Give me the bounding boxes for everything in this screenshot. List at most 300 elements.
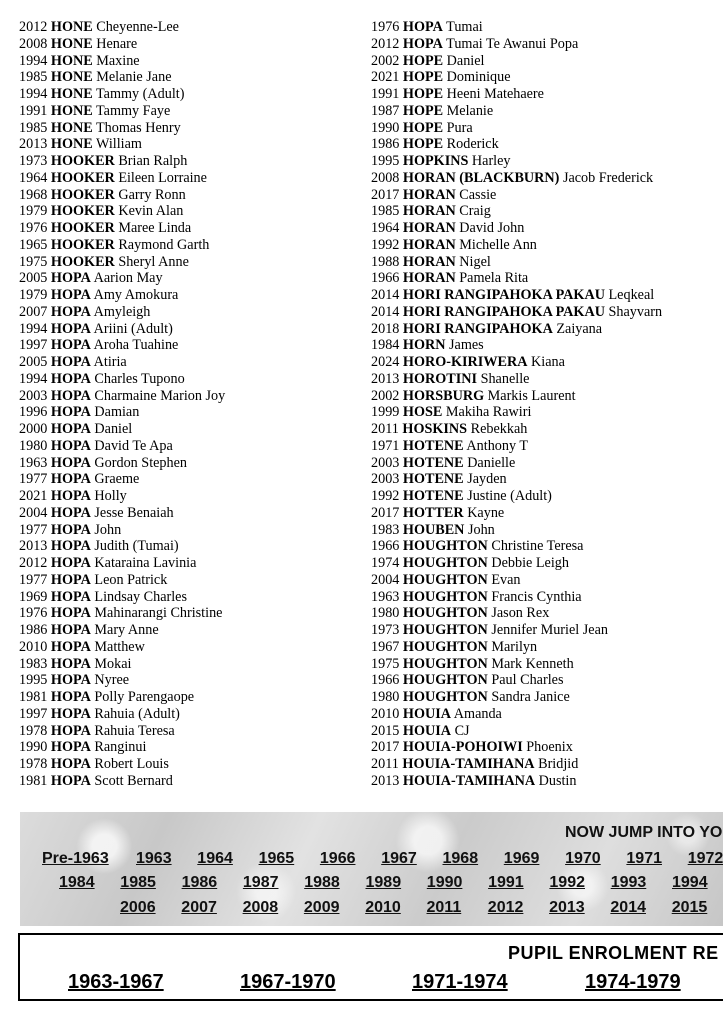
entry-year: 1974 — [371, 555, 400, 571]
entry-given-names: Garry Ronn — [118, 186, 186, 203]
entry-year: 1965 — [19, 236, 48, 253]
entry-year: 2004 — [19, 504, 48, 521]
entry-year: 1966 — [371, 270, 400, 287]
entry-given-names: Makiha Rawiri — [445, 404, 532, 421]
entry-given-names: Mokai — [94, 655, 132, 672]
entry-surname: HOPA — [50, 756, 91, 772]
name-entry — [19, 120, 359, 137]
entry-surname: HONE — [50, 119, 93, 136]
name-entry — [371, 739, 723, 756]
entry-surname: HOROTINI — [402, 370, 478, 387]
name-entry — [371, 404, 723, 421]
entry-year: 2017 — [371, 739, 400, 756]
entry-given-names: Paul Charles — [491, 672, 564, 689]
year-link[interactable]: 2012 — [487, 899, 524, 916]
entry-year: 2005 — [19, 270, 48, 287]
entry-year: 1985 — [19, 69, 48, 86]
name-entry — [19, 672, 359, 689]
entry-year: 2002 — [371, 52, 400, 69]
entry-year: 1969 — [19, 588, 48, 605]
entry-surname: HOPA — [50, 303, 91, 320]
entry-year: 1987 — [371, 102, 400, 119]
year-link[interactable]: 2010 — [365, 899, 401, 916]
entry-year: 2007 — [19, 303, 48, 320]
entry-surname: HOPKINS — [402, 153, 469, 169]
entry-surname: HOPA — [50, 571, 91, 588]
entry-given-names: Dustin — [538, 772, 577, 789]
entry-year: 2021 — [19, 488, 48, 504]
entry-surname: HOPA — [50, 337, 91, 354]
entry-surname: HONE — [50, 86, 93, 102]
name-entry — [371, 723, 723, 740]
name-entry — [19, 455, 359, 472]
entry-given-names: Roderick — [446, 136, 499, 153]
name-entry — [19, 354, 359, 371]
entry-year: 2000 — [19, 421, 48, 437]
name-entry — [19, 689, 359, 706]
entry-year: 1976 — [19, 605, 48, 622]
name-entry — [371, 438, 723, 455]
entry-year: 1963 — [19, 454, 48, 471]
name-entry — [19, 53, 359, 70]
entry-surname: HOPA — [50, 739, 91, 756]
entry-year: 2013 — [371, 772, 400, 789]
year-link[interactable]: 2015 — [671, 899, 708, 916]
entry-given-names: Scott Bernard — [94, 772, 173, 789]
entry-surname: HOPA — [50, 404, 91, 421]
name-entry — [19, 438, 359, 455]
name-entry — [19, 69, 359, 86]
name-entry — [19, 773, 359, 790]
entry-given-names: Ariini (Adult) — [93, 320, 173, 337]
entry-given-names: Sandra Janice — [491, 689, 570, 705]
name-entry — [19, 739, 359, 756]
entry-surname: HOPA — [50, 555, 91, 571]
entry-surname: HOPA — [50, 488, 91, 504]
name-entry — [371, 237, 723, 254]
year-link[interactable]: 2007 — [181, 899, 217, 916]
name-entry — [371, 488, 723, 505]
name-entry — [19, 371, 359, 388]
entry-given-names: Leqkeal — [608, 287, 655, 303]
entry-year: 1992 — [371, 488, 400, 504]
entry-surname: HONE — [50, 102, 93, 119]
entry-year: 2017 — [371, 504, 400, 521]
entry-year: 2010 — [19, 638, 48, 655]
entry-surname: HOPA — [50, 672, 91, 689]
enrolment-period-link[interactable]: 1967-1970 — [240, 971, 336, 993]
entry-year: 2018 — [371, 320, 400, 337]
entry-year: 1963 — [371, 588, 400, 605]
year-link[interactable]: 1984 — [59, 874, 95, 891]
entry-surname: HOPA — [50, 320, 91, 337]
entry-given-names: Amy Amokura — [93, 287, 179, 303]
name-entry — [19, 19, 359, 36]
entry-given-names: Aarion May — [93, 270, 163, 287]
entry-given-names: Tumai Te Awanui Popa — [446, 35, 579, 52]
entry-surname: HOOKER — [50, 236, 115, 253]
entry-given-names: Nigel — [459, 253, 491, 270]
name-entry — [19, 321, 359, 338]
entry-year: 1966 — [371, 672, 400, 689]
entry-given-names: William — [96, 136, 142, 153]
entry-surname: HOPA — [50, 772, 91, 789]
name-entry — [19, 572, 359, 589]
name-entry — [371, 421, 723, 438]
entry-surname: HOPA — [50, 454, 91, 471]
entry-year: 1976 — [371, 19, 400, 35]
entry-year: 1992 — [371, 236, 400, 253]
entry-year: 1975 — [19, 253, 48, 270]
name-entry — [371, 656, 723, 673]
name-entry — [19, 471, 359, 488]
year-link[interactable]: 2006 — [120, 899, 156, 916]
entry-given-names: Holly — [94, 488, 127, 504]
entry-given-names: Francis Cynthia — [491, 588, 582, 605]
name-entry — [371, 572, 723, 589]
entry-year: 1996 — [19, 404, 48, 421]
entry-given-names: Maxine — [96, 52, 140, 69]
enrolment-period-link[interactable]: 1963-1967 — [68, 971, 164, 993]
entry-year: 1980 — [19, 437, 48, 454]
entry-surname: HOOKER — [50, 220, 115, 236]
name-entry — [371, 304, 723, 321]
entry-given-names: Matthew — [94, 638, 145, 655]
entry-surname: HORAN — [402, 253, 456, 270]
name-entry — [19, 639, 359, 656]
entry-surname: HOOKER — [50, 169, 115, 186]
name-entry — [371, 103, 723, 120]
year-link[interactable]: 2009 — [303, 899, 340, 916]
entry-surname: HOUIA — [402, 722, 452, 739]
entry-year: 1967 — [371, 638, 400, 655]
entry-year: 2011 — [371, 756, 399, 772]
entry-given-names: John — [94, 521, 122, 538]
year-link[interactable]: 1987 — [242, 874, 279, 891]
name-entry — [371, 505, 723, 522]
entry-year: 1988 — [371, 253, 400, 270]
entry-surname: HOPE — [402, 52, 444, 69]
year-link[interactable]: 2014 — [610, 899, 646, 916]
year-link[interactable]: 1964 — [197, 850, 233, 867]
entry-surname: HOPA — [50, 287, 91, 303]
name-entry — [371, 471, 723, 488]
entry-given-names: Damian — [94, 404, 140, 421]
name-entry — [19, 237, 359, 254]
entry-given-names: Cheyenne-Lee — [96, 19, 179, 35]
name-entry — [371, 69, 723, 86]
name-entry — [371, 388, 723, 405]
left-name-column — [19, 19, 359, 790]
entry-given-names: Mahinarangi Christine — [94, 605, 223, 622]
year-link[interactable]: 1967 — [381, 850, 417, 867]
entry-given-names: Mary Anne — [94, 622, 159, 638]
entry-surname: HOPE — [402, 119, 444, 136]
entry-given-names: Phoenix — [526, 739, 573, 756]
entry-year: 1968 — [19, 186, 48, 203]
year-link[interactable]: 1972 — [687, 850, 723, 867]
year-link[interactable]: 1970 — [565, 850, 601, 867]
name-entry — [19, 388, 359, 405]
entry-surname: HOPA — [50, 471, 91, 488]
entry-surname: HOOKER — [50, 203, 115, 220]
year-link[interactable]: 1993 — [610, 874, 647, 891]
year-link[interactable]: 1991 — [488, 874, 524, 891]
entry-year: 1980 — [371, 689, 400, 705]
name-entry — [371, 371, 723, 388]
entry-year: 2017 — [371, 186, 400, 203]
year-link[interactable]: 1992 — [549, 874, 585, 891]
entry-surname: HONE — [50, 35, 93, 52]
entry-year: 2004 — [371, 571, 400, 588]
entry-year: 2011 — [371, 421, 399, 437]
entry-year: 2013 — [371, 370, 400, 387]
entry-surname: HOUIA-TAMIHANA — [402, 772, 536, 789]
entry-year: 1985 — [371, 203, 400, 220]
name-entry — [19, 203, 359, 220]
year-navigation-title: NOW JUMP INTO YO — [565, 824, 723, 841]
entry-year: 2012 — [19, 19, 48, 35]
name-entry — [371, 589, 723, 606]
entry-surname: HOPA — [50, 270, 91, 287]
entry-surname: HOPA — [50, 387, 91, 404]
entry-surname: HOTENE — [402, 437, 464, 454]
name-entry — [371, 605, 723, 622]
entry-surname: HOPA — [50, 638, 91, 655]
entry-year: 1981 — [19, 772, 48, 789]
entry-year: 2003 — [371, 471, 400, 488]
year-link[interactable]: 1965 — [258, 850, 295, 867]
year-link[interactable]: 1988 — [304, 874, 340, 891]
entry-given-names: Graeme — [94, 471, 140, 488]
entry-surname: HOSE — [402, 404, 443, 421]
entry-given-names: Jesse Benaiah — [94, 504, 174, 521]
year-link[interactable]: 1963 — [136, 850, 172, 867]
entry-surname: HOPE — [402, 69, 444, 86]
entry-year: 1994 — [19, 86, 48, 102]
pupil-enrolment-title: PUPIL ENROLMENT RE — [508, 943, 719, 963]
entry-given-names: Kevin Alan — [118, 203, 184, 220]
entry-surname: HOPA — [50, 421, 91, 437]
entry-given-names: Rahuia Teresa — [94, 722, 175, 739]
entry-surname: HOUIA — [402, 705, 452, 722]
name-entry — [371, 455, 723, 472]
year-link[interactable]: 1990 — [426, 874, 463, 891]
enrolment-period-link[interactable]: 1974-1979 — [585, 971, 681, 993]
entry-year: 1984 — [371, 337, 400, 354]
entry-surname: HORAN — [402, 203, 456, 220]
entry-surname: HOPA — [50, 655, 91, 672]
entry-surname: HOOKER — [50, 153, 115, 169]
name-entry — [19, 86, 359, 103]
entry-year: 1991 — [371, 86, 400, 102]
entry-given-names: Brian Ralph — [118, 153, 188, 169]
entry-given-names: Charles Tupono — [94, 370, 185, 387]
name-entry — [371, 354, 723, 371]
name-entry — [19, 337, 359, 354]
name-entry — [19, 170, 359, 187]
entry-surname: HORAN — [402, 220, 456, 236]
entry-surname: HOSKINS — [402, 421, 468, 437]
name-entry — [371, 53, 723, 70]
year-link[interactable]: 2008 — [242, 899, 279, 916]
entry-given-names: Rebekkah — [470, 421, 528, 437]
entry-surname: HOOKER — [50, 186, 115, 203]
entry-given-names: Pamela Rita — [459, 270, 529, 287]
entry-year: 1978 — [19, 722, 48, 739]
name-entry — [19, 622, 359, 639]
year-link[interactable]: 1968 — [442, 850, 479, 867]
year-link[interactable]: 1971 — [626, 850, 662, 867]
entry-given-names: Markis Laurent — [487, 387, 576, 404]
entry-year: 1977 — [19, 521, 48, 538]
entry-year: 1990 — [371, 119, 400, 136]
entry-year: 1980 — [371, 605, 400, 622]
year-link[interactable]: 1994 — [672, 874, 708, 891]
entry-year: 2010 — [371, 705, 400, 722]
entry-given-names: Sheryl Anne — [118, 253, 189, 270]
year-navigation-banner — [20, 812, 723, 926]
entry-year: 2015 — [371, 722, 400, 739]
entry-given-names: Amyleigh — [93, 303, 151, 320]
entry-given-names: Michelle Ann — [459, 236, 537, 253]
entry-given-names: Cassie — [459, 186, 497, 203]
name-entry — [19, 555, 359, 572]
entry-year: 2013 — [19, 136, 48, 153]
name-entry — [19, 103, 359, 120]
entry-surname: HORI RANGIPAHOKA — [402, 320, 553, 337]
entry-given-names: Christine Teresa — [491, 538, 584, 555]
entry-given-names: James — [449, 337, 484, 354]
name-entry — [19, 153, 359, 170]
entry-surname: HOUGHTON — [402, 538, 488, 555]
entry-surname: HOTENE — [402, 488, 464, 504]
entry-year: 2003 — [19, 387, 48, 404]
entry-surname: HOPE — [402, 102, 444, 119]
entry-year: 2013 — [19, 538, 48, 555]
entry-given-names: Tumai — [446, 19, 483, 35]
entry-given-names: Mark Kenneth — [491, 655, 574, 672]
entry-year: 1991 — [19, 102, 48, 119]
name-entry — [371, 220, 723, 237]
name-entry — [19, 287, 359, 304]
name-entry — [19, 187, 359, 204]
entry-given-names: Evan — [491, 571, 521, 588]
year-link[interactable]: 1969 — [503, 850, 540, 867]
entry-given-names: David Te Apa — [94, 437, 173, 454]
entry-given-names: Marilyn — [491, 638, 538, 655]
entry-surname: HONE — [50, 69, 93, 86]
entry-surname: HOUIA-TAMIHANA — [402, 756, 535, 772]
entry-year: 1986 — [371, 136, 400, 153]
entry-surname: HOTENE — [402, 454, 464, 471]
entry-surname: HORAN (BLACKBURN) — [402, 169, 560, 186]
year-link[interactable]: Pre-1963 — [42, 850, 109, 867]
enrolment-period-link[interactable]: 1971-1974 — [412, 971, 508, 993]
entry-given-names: Melanie Jane — [96, 69, 172, 86]
entry-year: 1985 — [19, 119, 48, 136]
entry-year: 2005 — [19, 354, 48, 370]
entry-year: 1964 — [371, 220, 400, 236]
entry-given-names: Kayne — [467, 504, 505, 521]
year-link[interactable]: 1986 — [181, 874, 218, 891]
year-link[interactable]: 2013 — [549, 899, 585, 916]
entry-year: 1971 — [371, 437, 400, 454]
name-entry — [371, 622, 723, 639]
name-entry — [371, 136, 723, 153]
entry-year: 2012 — [371, 35, 400, 52]
name-entry — [371, 639, 723, 656]
entry-given-names: Jennifer Muriel Jean — [491, 622, 608, 638]
name-entry — [371, 773, 723, 790]
entry-given-names: Nyree — [94, 672, 130, 689]
right-name-column — [371, 19, 723, 790]
entry-year: 1990 — [19, 739, 48, 756]
name-entry — [371, 538, 723, 555]
entry-given-names: Shayvarn — [608, 303, 663, 320]
entry-surname: HOPA — [50, 722, 91, 739]
entry-surname: HOUGHTON — [402, 622, 488, 638]
name-entry — [371, 86, 723, 103]
entry-year: 1978 — [19, 756, 48, 772]
entry-year: 1994 — [19, 320, 48, 337]
entry-surname: HOPA — [50, 521, 91, 538]
entry-year: 1994 — [19, 370, 48, 387]
name-entry — [371, 522, 723, 539]
entry-given-names: Dominique — [446, 69, 511, 86]
entry-given-names: Leon Patrick — [94, 571, 168, 588]
entry-year: 1964 — [19, 169, 48, 186]
entry-year: 2012 — [19, 555, 48, 571]
entry-year: 1983 — [371, 521, 400, 538]
entry-surname: HOPA — [50, 705, 91, 722]
entry-given-names: Aroha Tuahine — [93, 337, 179, 354]
entry-given-names: Jayden — [467, 471, 507, 488]
entry-given-names: Anthony T — [466, 437, 529, 454]
name-entry — [19, 304, 359, 321]
entry-given-names: Gordon Stephen — [94, 454, 188, 471]
name-entry — [371, 254, 723, 271]
entry-given-names: Shanelle — [480, 370, 530, 387]
year-link[interactable]: 1989 — [365, 874, 402, 891]
entry-surname: HOUGHTON — [402, 655, 488, 672]
name-entry — [371, 555, 723, 572]
entry-given-names: Harley — [471, 153, 511, 169]
name-entry — [371, 153, 723, 170]
year-link[interactable]: 2011 — [426, 899, 462, 916]
year-link[interactable]: 1985 — [120, 874, 156, 891]
entry-surname: HOUGHTON — [402, 672, 488, 689]
name-entry — [19, 270, 359, 287]
year-link[interactable]: 1966 — [319, 850, 356, 867]
name-entry — [19, 589, 359, 606]
entry-year: 2008 — [371, 169, 400, 186]
entry-given-names: John — [467, 521, 495, 538]
name-entry — [19, 522, 359, 539]
name-entry — [371, 170, 723, 187]
entry-given-names: Debbie Leigh — [491, 555, 569, 571]
name-entry — [371, 187, 723, 204]
entry-surname: HONE — [50, 136, 93, 153]
name-entry — [19, 756, 359, 773]
entry-surname: HORAN — [402, 270, 456, 287]
entry-surname: HOPA — [50, 538, 91, 555]
entry-given-names: Kataraina Lavinia — [94, 555, 197, 571]
entry-surname: HOPA — [50, 605, 91, 622]
entry-given-names: Craig — [459, 203, 491, 220]
name-entry — [19, 254, 359, 271]
name-entry — [19, 605, 359, 622]
